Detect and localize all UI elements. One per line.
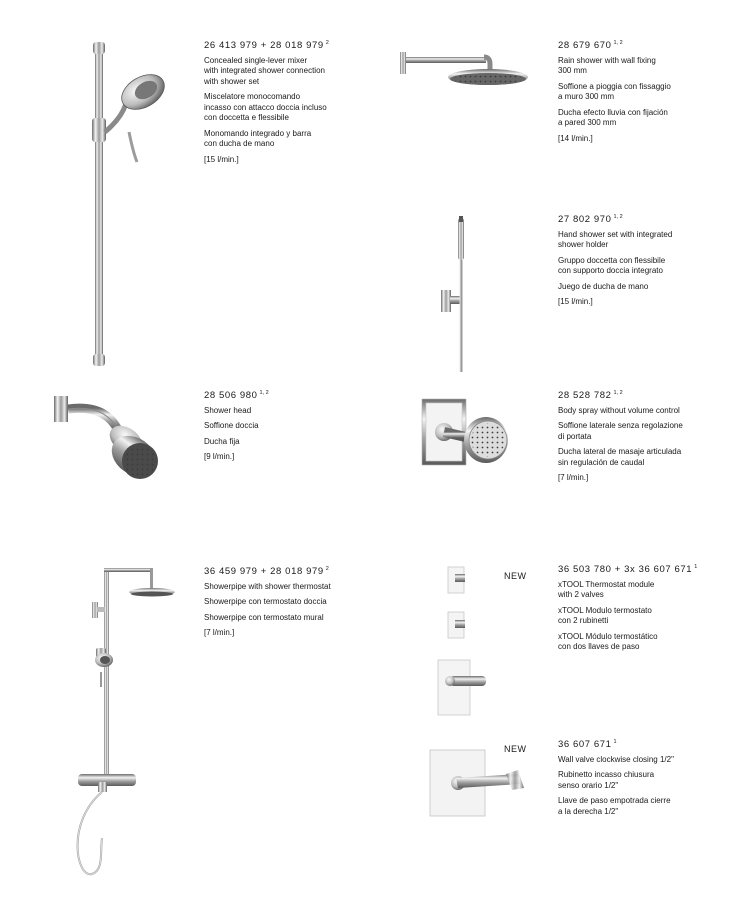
flow-rate: [7 l/min.] [204, 628, 235, 637]
description-en: Rain shower with wall fixing 300 mm [558, 55, 656, 75]
product-code: 36 503 780 + 3x 36 607 671 $^1$ [558, 564, 698, 575]
description-en: Wall valve clockwise closing 1/2" [558, 754, 674, 764]
description-es: Showerpipe con termostato mural [204, 612, 324, 622]
description-it: xTOOL Modulo termostato con 2 rubinetti [558, 605, 652, 625]
new-badge: NEW [504, 744, 527, 754]
new-badge: NEW [504, 571, 527, 581]
description-en: Showerpipe with shower thermostat [204, 581, 331, 591]
product-entry [204, 38, 374, 165]
description-it: Rubinetto incasso chiusura senso orario 1/2" [558, 770, 655, 790]
showerpipe-image [70, 562, 180, 880]
product-entry [558, 737, 743, 822]
description-it: Soffione a pioggia con fissaggio a muro 300 mm [558, 81, 671, 101]
description-en: Shower head [204, 405, 252, 415]
product-entry [558, 212, 738, 308]
description-it: Showerpipe con termostato doccia [204, 597, 327, 606]
wall-valve-image [428, 748, 528, 818]
flow-rate: [9 l/min.] [204, 452, 235, 461]
product-code: 36 607 671 $^1$ [558, 739, 617, 750]
description-it: Soffione doccia [204, 421, 259, 430]
description-en: Body spray without volume control [558, 405, 680, 415]
shower-head-image [50, 392, 160, 492]
shower-rail-set-image [75, 40, 185, 370]
product-code: 28 528 782 $^{1, 2}$ [558, 390, 623, 401]
description-es: Ducha lateral de masaje articulada sin regulación de caudal [558, 447, 682, 467]
description-en: Hand shower set with integrated shower holder [558, 229, 673, 249]
description-es: Juego de ducha de mano [558, 281, 649, 291]
description-es: Monomando integrado y barra con ducha de mano [204, 128, 312, 148]
product-entry [558, 562, 743, 658]
description-es: xTOOL Módulo termostático con dos llaves de paso [558, 631, 658, 651]
description-es: Ducha efecto lluvia con fijación a pared 300 mm [558, 107, 668, 127]
rain-shower-image [398, 44, 533, 94]
product-code: 28 679 670 $^{1, 2}$ [558, 40, 623, 51]
description-it: Gruppo doccetta con flessibile con supporto doccia integrato [558, 255, 666, 275]
flow-rate: [7 l/min.] [558, 473, 589, 482]
product-code: 26 413 979 + 28 018 979 $^2$ [204, 40, 329, 51]
product-code: 27 802 970 $^{1, 2}$ [558, 214, 623, 225]
product-entry [558, 388, 743, 484]
product-code: 28 506 980 $^{1, 2}$ [204, 390, 269, 401]
product-entry [204, 388, 374, 463]
product-entry [204, 564, 374, 639]
description-it: Miscelatore monocomando incasso con attacco doccia incluso con doccetta e flessibile [204, 92, 327, 122]
xtool-thermostat-module-image [428, 562, 488, 722]
body-spray-image [420, 395, 512, 475]
flow-rate: [14 l/min.] [558, 133, 593, 143]
description-it: Soffione laterale senza regolazione di portata [558, 421, 683, 441]
description-es: Ducha fija [204, 436, 240, 446]
product-code: 36 459 979 + 28 018 979 $^2$ [204, 566, 329, 577]
product-entry [558, 38, 738, 144]
hand-shower-set-image [436, 216, 476, 372]
flow-rate: [15 l/min.] [558, 297, 593, 306]
description-en: xTOOL Thermostat module with 2 valves [558, 579, 655, 599]
description-es: Llave de paso empotrada cierre a la derecha 1/2" [558, 796, 671, 816]
description-en: Concealed single-lever mixer with integrated shower connection with shower set [204, 55, 325, 86]
flow-rate: [15 l/min.] [204, 154, 239, 164]
